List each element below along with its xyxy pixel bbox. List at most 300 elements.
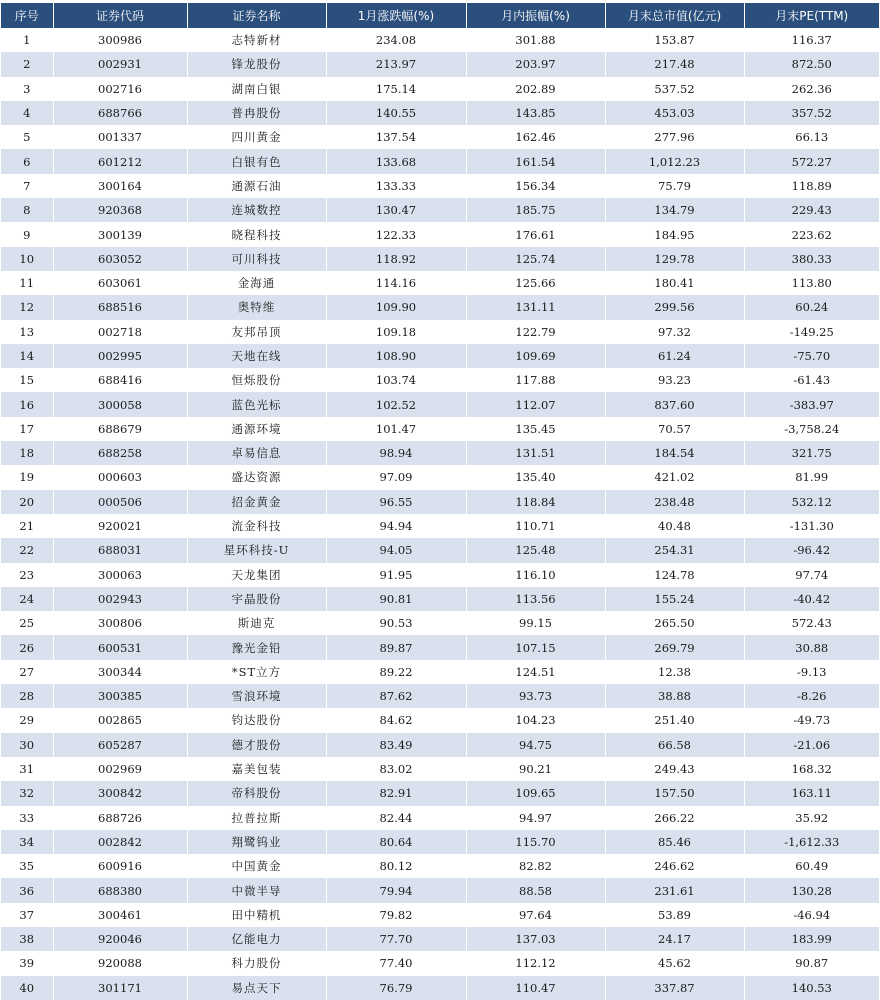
cell-index: 7	[1, 174, 53, 198]
header-code: 证券代码	[53, 3, 187, 28]
cell-market-cap: 157.50	[605, 781, 744, 805]
cell-name: 恒烁股份	[187, 368, 326, 392]
cell-name: 奥特维	[187, 295, 326, 319]
cell-code: 688766	[53, 101, 187, 125]
cell-monthly-amplitude: 110.47	[466, 976, 605, 1000]
cell-name: 拉普拉斯	[187, 806, 326, 830]
cell-name: 蓝色光标	[187, 392, 326, 416]
cell-code: 600916	[53, 854, 187, 878]
cell-market-cap: 129.78	[605, 247, 744, 271]
cell-market-cap: 24.17	[605, 927, 744, 951]
cell-pe-ttm: 532.12	[744, 490, 879, 514]
cell-january-change: 77.70	[326, 927, 466, 951]
cell-index: 20	[1, 490, 53, 514]
cell-name: 招金黄金	[187, 490, 326, 514]
cell-name: 普冉股份	[187, 101, 326, 125]
cell-index: 15	[1, 368, 53, 392]
cell-index: 12	[1, 295, 53, 319]
cell-index: 39	[1, 951, 53, 975]
cell-monthly-amplitude: 125.66	[466, 271, 605, 295]
cell-monthly-amplitude: 94.97	[466, 806, 605, 830]
cell-code: 920368	[53, 198, 187, 222]
cell-code: 002718	[53, 320, 187, 344]
table-row	[1, 854, 879, 878]
cell-pe-ttm: 140.53	[744, 976, 879, 1000]
table-row	[1, 392, 879, 416]
cell-monthly-amplitude: 82.82	[466, 854, 605, 878]
table-row	[1, 903, 879, 927]
header-monthly-amplitude: 月内振幅(%)	[466, 3, 605, 28]
cell-code: 000506	[53, 490, 187, 514]
cell-index: 29	[1, 708, 53, 732]
cell-code: 920046	[53, 927, 187, 951]
table-row	[1, 490, 879, 514]
cell-index: 4	[1, 101, 53, 125]
cell-market-cap: 238.48	[605, 490, 744, 514]
cell-january-change: 130.47	[326, 198, 466, 222]
cell-market-cap: 265.50	[605, 611, 744, 635]
table-row	[1, 441, 879, 465]
cell-code: 688031	[53, 538, 187, 562]
cell-january-change: 79.82	[326, 903, 466, 927]
cell-name: 锋龙股份	[187, 52, 326, 76]
cell-code: 300139	[53, 222, 187, 246]
header-pe-ttm: 月末PE(TTM)	[744, 3, 879, 28]
cell-market-cap: 231.61	[605, 878, 744, 902]
cell-monthly-amplitude: 131.51	[466, 441, 605, 465]
cell-market-cap: 299.56	[605, 295, 744, 319]
cell-code: 300986	[53, 28, 187, 52]
table-row	[1, 125, 879, 149]
cell-name: 星环科技-U	[187, 538, 326, 562]
cell-name: 中国黄金	[187, 854, 326, 878]
cell-code: 002969	[53, 757, 187, 781]
cell-name: 湖南白银	[187, 77, 326, 101]
table-body	[1, 28, 879, 1000]
cell-name: 友邦吊顶	[187, 320, 326, 344]
cell-name: 翔鹭钨业	[187, 830, 326, 854]
cell-pe-ttm: 229.43	[744, 198, 879, 222]
cell-pe-ttm: 357.52	[744, 101, 879, 125]
cell-monthly-amplitude: 118.84	[466, 490, 605, 514]
cell-monthly-amplitude: 185.75	[466, 198, 605, 222]
cell-market-cap: 124.78	[605, 563, 744, 587]
cell-index: 37	[1, 903, 53, 927]
cell-index: 31	[1, 757, 53, 781]
cell-code: 605287	[53, 733, 187, 757]
cell-pe-ttm: 66.13	[744, 125, 879, 149]
cell-monthly-amplitude: 110.71	[466, 514, 605, 538]
cell-name: 通源石油	[187, 174, 326, 198]
cell-code: 000603	[53, 465, 187, 489]
cell-index: 19	[1, 465, 53, 489]
cell-index: 13	[1, 320, 53, 344]
cell-monthly-amplitude: 109.69	[466, 344, 605, 368]
cell-monthly-amplitude: 90.21	[466, 757, 605, 781]
cell-index: 6	[1, 149, 53, 173]
cell-index: 16	[1, 392, 53, 416]
cell-market-cap: 269.79	[605, 635, 744, 659]
cell-index: 9	[1, 222, 53, 246]
cell-pe-ttm: 262.36	[744, 77, 879, 101]
cell-name: 易点天下	[187, 976, 326, 1000]
cell-january-change: 80.12	[326, 854, 466, 878]
cell-market-cap: 134.79	[605, 198, 744, 222]
cell-pe-ttm: -75.70	[744, 344, 879, 368]
cell-code: 688380	[53, 878, 187, 902]
cell-pe-ttm: -61.43	[744, 368, 879, 392]
cell-code: 920088	[53, 951, 187, 975]
cell-january-change: 133.68	[326, 149, 466, 173]
table-row	[1, 830, 879, 854]
cell-monthly-amplitude: 125.74	[466, 247, 605, 271]
cell-code: 688258	[53, 441, 187, 465]
cell-pe-ttm: -40.42	[744, 587, 879, 611]
table-row	[1, 320, 879, 344]
table-row	[1, 708, 879, 732]
cell-name: 嘉美包装	[187, 757, 326, 781]
table-row	[1, 587, 879, 611]
cell-market-cap: 85.46	[605, 830, 744, 854]
cell-monthly-amplitude: 99.15	[466, 611, 605, 635]
table-row	[1, 878, 879, 902]
cell-name: 钧达股份	[187, 708, 326, 732]
table-row	[1, 806, 879, 830]
cell-january-change: 94.94	[326, 514, 466, 538]
cell-market-cap: 40.48	[605, 514, 744, 538]
cell-january-change: 114.16	[326, 271, 466, 295]
cell-monthly-amplitude: 88.58	[466, 878, 605, 902]
cell-january-change: 122.33	[326, 222, 466, 246]
cell-name: 可川科技	[187, 247, 326, 271]
cell-january-change: 84.62	[326, 708, 466, 732]
cell-index: 35	[1, 854, 53, 878]
cell-code: 300344	[53, 660, 187, 684]
cell-pe-ttm: 60.24	[744, 295, 879, 319]
table-header-row	[1, 3, 879, 28]
cell-index: 40	[1, 976, 53, 1000]
cell-january-change: 108.90	[326, 344, 466, 368]
table-row	[1, 247, 879, 271]
cell-code: 301171	[53, 976, 187, 1000]
cell-pe-ttm: 113.80	[744, 271, 879, 295]
cell-market-cap: 421.02	[605, 465, 744, 489]
cell-january-change: 140.55	[326, 101, 466, 125]
cell-pe-ttm: 321.75	[744, 441, 879, 465]
cell-monthly-amplitude: 202.89	[466, 77, 605, 101]
cell-monthly-amplitude: 135.40	[466, 465, 605, 489]
cell-name: 宇晶股份	[187, 587, 326, 611]
cell-name: 白银有色	[187, 149, 326, 173]
cell-monthly-amplitude: 109.65	[466, 781, 605, 805]
cell-index: 17	[1, 417, 53, 441]
cell-code: 300063	[53, 563, 187, 587]
table-row	[1, 563, 879, 587]
cell-monthly-amplitude: 156.34	[466, 174, 605, 198]
cell-monthly-amplitude: 124.51	[466, 660, 605, 684]
cell-january-change: 82.91	[326, 781, 466, 805]
cell-code: 601212	[53, 149, 187, 173]
cell-pe-ttm: -9.13	[744, 660, 879, 684]
cell-market-cap: 254.31	[605, 538, 744, 562]
table-row	[1, 781, 879, 805]
cell-market-cap: 337.87	[605, 976, 744, 1000]
table-row	[1, 52, 879, 76]
cell-market-cap: 45.62	[605, 951, 744, 975]
cell-january-change: 102.52	[326, 392, 466, 416]
cell-pe-ttm: -383.97	[744, 392, 879, 416]
cell-monthly-amplitude: 94.75	[466, 733, 605, 757]
table-row	[1, 101, 879, 125]
cell-pe-ttm: 183.99	[744, 927, 879, 951]
cell-code: 002995	[53, 344, 187, 368]
cell-january-change: 76.79	[326, 976, 466, 1000]
table-row	[1, 684, 879, 708]
cell-market-cap: 180.41	[605, 271, 744, 295]
cell-market-cap: 97.32	[605, 320, 744, 344]
cell-pe-ttm: -49.73	[744, 708, 879, 732]
cell-january-change: 97.09	[326, 465, 466, 489]
cell-name: 盛达资源	[187, 465, 326, 489]
cell-monthly-amplitude: 116.10	[466, 563, 605, 587]
header-january-change: 1月涨跌幅(%)	[326, 3, 466, 28]
cell-code: 002943	[53, 587, 187, 611]
table-row	[1, 635, 879, 659]
cell-market-cap: 1,012.23	[605, 149, 744, 173]
cell-january-change: 109.90	[326, 295, 466, 319]
cell-index: 33	[1, 806, 53, 830]
cell-code: 688416	[53, 368, 187, 392]
cell-january-change: 234.08	[326, 28, 466, 52]
cell-index: 2	[1, 52, 53, 76]
cell-january-change: 98.94	[326, 441, 466, 465]
cell-name: 中微半导	[187, 878, 326, 902]
cell-market-cap: 217.48	[605, 52, 744, 76]
table-row	[1, 295, 879, 319]
cell-code: 600531	[53, 635, 187, 659]
cell-market-cap: 249.43	[605, 757, 744, 781]
cell-january-change: 175.14	[326, 77, 466, 101]
table-row	[1, 976, 879, 1000]
table-row	[1, 465, 879, 489]
cell-monthly-amplitude: 125.48	[466, 538, 605, 562]
cell-pe-ttm: 380.33	[744, 247, 879, 271]
cell-monthly-amplitude: 104.23	[466, 708, 605, 732]
cell-code: 300385	[53, 684, 187, 708]
cell-monthly-amplitude: 176.61	[466, 222, 605, 246]
table-row	[1, 149, 879, 173]
cell-index: 1	[1, 28, 53, 52]
cell-pe-ttm: 572.43	[744, 611, 879, 635]
cell-monthly-amplitude: 162.46	[466, 125, 605, 149]
cell-name: 德才股份	[187, 733, 326, 757]
cell-pe-ttm: 223.62	[744, 222, 879, 246]
cell-index: 26	[1, 635, 53, 659]
cell-market-cap: 266.22	[605, 806, 744, 830]
cell-pe-ttm: -96.42	[744, 538, 879, 562]
cell-index: 25	[1, 611, 53, 635]
table-row	[1, 222, 879, 246]
cell-code: 300058	[53, 392, 187, 416]
cell-name: 晓程科技	[187, 222, 326, 246]
cell-index: 32	[1, 781, 53, 805]
cell-pe-ttm: 60.49	[744, 854, 879, 878]
cell-market-cap: 61.24	[605, 344, 744, 368]
table-row	[1, 344, 879, 368]
cell-pe-ttm: -149.25	[744, 320, 879, 344]
cell-monthly-amplitude: 135.45	[466, 417, 605, 441]
table-row	[1, 660, 879, 684]
cell-pe-ttm: 118.89	[744, 174, 879, 198]
cell-pe-ttm: 81.99	[744, 465, 879, 489]
cell-name: 亿能电力	[187, 927, 326, 951]
cell-january-change: 80.64	[326, 830, 466, 854]
cell-pe-ttm: -21.06	[744, 733, 879, 757]
table-row	[1, 174, 879, 198]
cell-code: 688679	[53, 417, 187, 441]
cell-market-cap: 155.24	[605, 587, 744, 611]
cell-market-cap: 246.62	[605, 854, 744, 878]
cell-market-cap: 75.79	[605, 174, 744, 198]
cell-monthly-amplitude: 115.70	[466, 830, 605, 854]
cell-pe-ttm: -131.30	[744, 514, 879, 538]
cell-name: *ST立方	[187, 660, 326, 684]
table-row	[1, 927, 879, 951]
cell-monthly-amplitude: 131.11	[466, 295, 605, 319]
cell-name: 流金科技	[187, 514, 326, 538]
cell-pe-ttm: 97.74	[744, 563, 879, 587]
cell-pe-ttm: 90.87	[744, 951, 879, 975]
cell-market-cap: 153.87	[605, 28, 744, 52]
cell-name: 斯迪克	[187, 611, 326, 635]
cell-pe-ttm: 130.28	[744, 878, 879, 902]
cell-january-change: 90.81	[326, 587, 466, 611]
cell-january-change: 89.22	[326, 660, 466, 684]
cell-january-change: 133.33	[326, 174, 466, 198]
cell-name: 志特新材	[187, 28, 326, 52]
cell-pe-ttm: -8.26	[744, 684, 879, 708]
cell-january-change: 83.02	[326, 757, 466, 781]
table-row	[1, 538, 879, 562]
table-row	[1, 757, 879, 781]
cell-index: 27	[1, 660, 53, 684]
cell-index: 30	[1, 733, 53, 757]
cell-pe-ttm: 163.11	[744, 781, 879, 805]
cell-january-change: 101.47	[326, 417, 466, 441]
cell-index: 8	[1, 198, 53, 222]
cell-index: 10	[1, 247, 53, 271]
cell-index: 36	[1, 878, 53, 902]
cell-code: 002716	[53, 77, 187, 101]
cell-index: 24	[1, 587, 53, 611]
cell-name: 连城数控	[187, 198, 326, 222]
cell-monthly-amplitude: 137.03	[466, 927, 605, 951]
cell-pe-ttm: 35.92	[744, 806, 879, 830]
cell-index: 5	[1, 125, 53, 149]
table-row	[1, 951, 879, 975]
cell-code: 300164	[53, 174, 187, 198]
cell-monthly-amplitude: 112.07	[466, 392, 605, 416]
cell-market-cap: 93.23	[605, 368, 744, 392]
cell-january-change: 118.92	[326, 247, 466, 271]
cell-january-change: 213.97	[326, 52, 466, 76]
cell-market-cap: 453.03	[605, 101, 744, 125]
cell-name: 雪浪环境	[187, 684, 326, 708]
cell-index: 38	[1, 927, 53, 951]
cell-monthly-amplitude: 107.15	[466, 635, 605, 659]
cell-code: 002865	[53, 708, 187, 732]
cell-pe-ttm: -46.94	[744, 903, 879, 927]
cell-pe-ttm: 116.37	[744, 28, 879, 52]
cell-code: 300806	[53, 611, 187, 635]
header-name: 证券名称	[187, 3, 326, 28]
cell-monthly-amplitude: 97.64	[466, 903, 605, 927]
cell-name: 豫光金铅	[187, 635, 326, 659]
cell-code: 300842	[53, 781, 187, 805]
cell-index: 14	[1, 344, 53, 368]
cell-monthly-amplitude: 301.88	[466, 28, 605, 52]
cell-index: 21	[1, 514, 53, 538]
cell-name: 科力股份	[187, 951, 326, 975]
cell-market-cap: 12.38	[605, 660, 744, 684]
cell-index: 23	[1, 563, 53, 587]
cell-index: 22	[1, 538, 53, 562]
cell-code: 001337	[53, 125, 187, 149]
cell-index: 34	[1, 830, 53, 854]
table-row	[1, 611, 879, 635]
cell-pe-ttm: -3,758.24	[744, 417, 879, 441]
cell-january-change: 87.62	[326, 684, 466, 708]
cell-name: 金海通	[187, 271, 326, 295]
cell-monthly-amplitude: 143.85	[466, 101, 605, 125]
cell-market-cap: 837.60	[605, 392, 744, 416]
cell-monthly-amplitude: 113.56	[466, 587, 605, 611]
cell-market-cap: 277.96	[605, 125, 744, 149]
cell-market-cap: 251.40	[605, 708, 744, 732]
cell-january-change: 96.55	[326, 490, 466, 514]
cell-market-cap: 184.95	[605, 222, 744, 246]
table-row	[1, 368, 879, 392]
cell-code: 688726	[53, 806, 187, 830]
cell-monthly-amplitude: 93.73	[466, 684, 605, 708]
cell-january-change: 137.54	[326, 125, 466, 149]
cell-market-cap: 184.54	[605, 441, 744, 465]
cell-code: 920021	[53, 514, 187, 538]
cell-monthly-amplitude: 112.12	[466, 951, 605, 975]
cell-market-cap: 70.57	[605, 417, 744, 441]
cell-name: 四川黄金	[187, 125, 326, 149]
table-row	[1, 514, 879, 538]
table-row	[1, 733, 879, 757]
cell-code: 300461	[53, 903, 187, 927]
cell-code: 002931	[53, 52, 187, 76]
cell-january-change: 79.94	[326, 878, 466, 902]
cell-code: 603061	[53, 271, 187, 295]
cell-name: 卓易信息	[187, 441, 326, 465]
cell-january-change: 82.44	[326, 806, 466, 830]
cell-january-change: 94.05	[326, 538, 466, 562]
table-row	[1, 198, 879, 222]
cell-market-cap: 38.88	[605, 684, 744, 708]
cell-monthly-amplitude: 122.79	[466, 320, 605, 344]
table-row	[1, 417, 879, 441]
cell-index: 11	[1, 271, 53, 295]
cell-market-cap: 537.52	[605, 77, 744, 101]
header-index: 序号	[1, 3, 53, 28]
cell-market-cap: 53.89	[605, 903, 744, 927]
cell-name: 天龙集团	[187, 563, 326, 587]
stock-gain-table	[1, 3, 879, 1000]
